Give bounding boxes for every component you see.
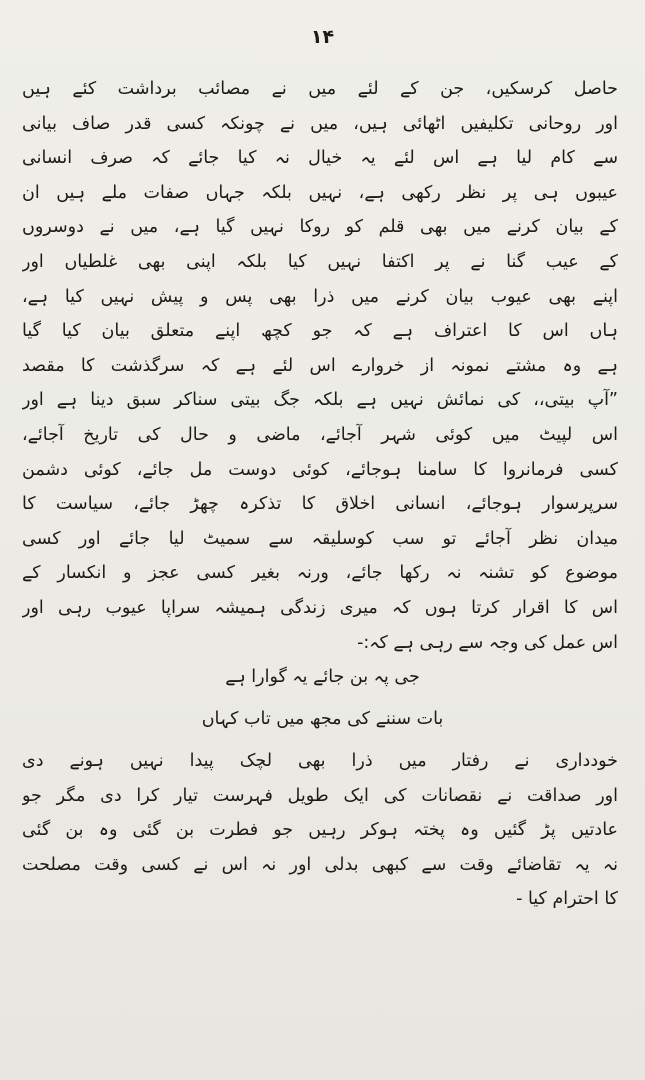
text-line: ہے وہ مشتے نمونہ از خروارے اس لئے ہے کہ سرگذشت کا مقصد: [22, 355, 618, 376]
text-line: کا احترام کیا -: [516, 889, 618, 910]
text-line: ”آپ بیتی،، کی نمائش نہیں ہے بلکہ جگ بیتی سناکر سبق دینا ہے اور: [22, 390, 618, 411]
text-line: سے کام لیا ہے اس لئے یہ خیال نہ کیا جائے کہ صرف انسانی: [22, 148, 618, 169]
text-line: نہ یہ تقاضائے وقت سے کبھی بدلی اور نہ اس نے کسی وقت مصلحت: [22, 854, 618, 875]
page-number: ۱۴: [310, 26, 335, 48]
text-line: اپنے بھی عیوب بیان کرنے میں ذرا بھی پس و پیش نہیں کیا ہے،: [22, 286, 618, 307]
text-line: کے عیب گنا نے پر اکتفا نہیں کیا بلکہ اپنی بھی غلطیاں اور: [22, 251, 618, 272]
verse-line-1: جی پہ بن جائے یہ گوارا ہے: [225, 667, 420, 687]
text-line: سرپرسوار ہوجائے، انسانی اخلاق کا تذکرہ چھڑ جائے، سیاست کا: [22, 494, 618, 515]
verse-line-2: بات سننے کی مجھ میں تاب کہاں: [201, 709, 444, 729]
text-line: میدان نظر آجائے تو سب کوسلیقہ سے سمیٹ لیا جائے اور کسی: [22, 528, 618, 549]
paragraph-2: [22, 744, 618, 917]
text-line: ہاں اس کا اعتراف ہے کہ جو کچھ اپنے متعلق بیان کیا گیا: [22, 321, 618, 342]
text-line: کسی فرمانروا کا سامنا ہوجائے، کوئی دوست مل جائے، کوئی دشمن: [22, 459, 618, 480]
text-line: اس عمل کی وجہ سے رہی ہے کہ:-: [357, 632, 618, 653]
text-line: خودداری نے رفتار میں ذرا بھی لچک پیدا نہیں ہونے دی: [22, 751, 618, 771]
paragraph-1: [22, 72, 618, 660]
text-line: اس کا اقرار کرتا ہوں کہ میری زندگی ہمیشہ سراپا عیوب رہی اور: [22, 597, 618, 618]
text-line: موضوع کو تشنہ نہ رکھا جائے، ورنہ بغیر کسی عجز و انکسار کے: [22, 563, 618, 584]
text-line: کے بیان کرنے میں بھی قلم کو روکا نہیں گیا ہے، میں نے دوسروں: [22, 217, 618, 238]
text-line: عادتیں پڑ گئیں وہ پختہ ہوکر رہیں جو فطرت بن گئی وہ بن گئی: [22, 820, 618, 841]
text-line: عیبوں ہی پر نظر رکھی ہے، نہیں بلکہ جہاں صفات ملے ہیں ان: [22, 182, 618, 203]
text-line: اس لپیٹ میں کوئی شہر آجائے، ماضی و حال کی تاریخ آجائے،: [22, 424, 618, 445]
text-line: حاصل کرسکیں، جن کے لئے میں نے مصائب برداشت کئے ہیں: [22, 79, 618, 99]
text-line: اور روحانی تکلیفیں اٹھائی ہیں، میں نے چونکہ کسی قدر صاف بیانی: [22, 113, 618, 134]
text-line: اور صداقت نے نقصانات کی ایک طویل فہرست تیار کرا دی مگر جو: [22, 785, 618, 806]
